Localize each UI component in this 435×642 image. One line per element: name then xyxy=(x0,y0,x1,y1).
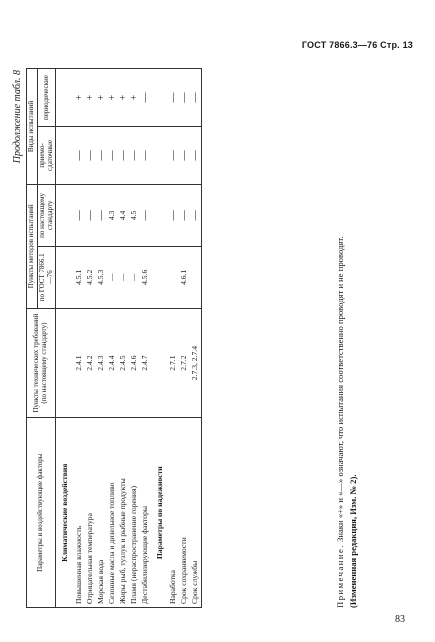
row-gost: — xyxy=(107,246,118,308)
row-periodic: — xyxy=(179,69,190,127)
row-tech: 2.7.2 xyxy=(179,308,190,418)
row-gost: — xyxy=(118,246,129,308)
row-periodic: + xyxy=(129,69,140,127)
table-row xyxy=(107,69,118,608)
section-row xyxy=(151,69,169,608)
section-title-reliability: Параметры по надежности xyxy=(151,418,169,608)
page-number: 83 xyxy=(395,614,405,625)
row-std: 4.3 xyxy=(107,184,118,246)
row-tech: 2.4.7 xyxy=(140,308,151,418)
row-periodic: + xyxy=(118,69,129,127)
row-gost xyxy=(168,246,179,308)
note-text: Знаки «+» и «—» означают, что испытания соответственно проводят и не проводят. xyxy=(335,236,345,542)
table-note xyxy=(334,68,360,608)
row-name: Наработка xyxy=(168,418,179,608)
table-row xyxy=(129,69,140,608)
row-std: — xyxy=(96,184,107,246)
row-std: — xyxy=(140,184,151,246)
row-name: Морская вода xyxy=(96,418,107,608)
table-row xyxy=(74,69,85,608)
section-row xyxy=(56,69,74,608)
row-tech: 2.4.6 xyxy=(129,308,140,418)
row-std: 4.4 xyxy=(118,184,129,246)
row-name: Повышенная влажность xyxy=(74,418,85,608)
row-accept: — xyxy=(118,127,129,185)
col-header-periodic: периодические xyxy=(37,69,56,127)
row-tech: 2.4.4 xyxy=(107,308,118,418)
row-gost: 4.5.6 xyxy=(140,246,151,308)
note-edit: (Измененная редакция, Изм. № 2). xyxy=(347,474,358,608)
table-row xyxy=(118,69,129,608)
row-accept: — xyxy=(168,127,179,185)
table-row xyxy=(190,69,202,608)
row-gost: 4.5.2 xyxy=(85,246,96,308)
section-title-climatic: Климатические воздействия xyxy=(56,418,74,608)
table-row xyxy=(140,69,151,608)
row-gost: 4.5.1 xyxy=(74,246,85,308)
row-periodic: — xyxy=(140,69,151,127)
row-accept: — xyxy=(190,127,202,185)
row-tech: 2.4.1 xyxy=(74,308,85,418)
row-gost xyxy=(190,246,202,308)
row-tech: 2.7.3, 2.7.4 xyxy=(190,308,202,418)
row-name: Срок службы xyxy=(190,418,202,608)
row-std: — xyxy=(85,184,96,246)
row-std: — xyxy=(168,184,179,246)
row-periodic: + xyxy=(107,69,118,127)
row-name: Срок сохраняемости xyxy=(179,418,190,608)
row-name: Дестабилизирующие факторы xyxy=(140,418,151,608)
row-std: — xyxy=(74,184,85,246)
row-periodic: — xyxy=(168,69,179,127)
col-header-tech: Пункты технических требований (по настоящему стандарту) xyxy=(27,308,56,418)
row-accept: — xyxy=(107,127,118,185)
page-header: ГОСТ 7866.3—76 Стр. 13 xyxy=(301,40,413,50)
row-name: Сезонные масла и дизельное топливо xyxy=(107,418,118,608)
row-accept: — xyxy=(96,127,107,185)
row-tech: 2.4.5 xyxy=(118,308,129,418)
row-gost: — xyxy=(129,246,140,308)
col-group-methods: Пункты методов испытаний xyxy=(27,184,38,308)
row-periodic: + xyxy=(85,69,96,127)
note-label: Примечание. xyxy=(335,544,345,608)
table-row xyxy=(179,69,190,608)
row-tech: 2.4.2 xyxy=(85,308,96,418)
row-std: — xyxy=(190,184,202,246)
rotated-table-block xyxy=(12,68,407,608)
row-accept: — xyxy=(129,127,140,185)
row-gost: 4.6.1 xyxy=(179,246,190,308)
col-header-gost: по ГОСТ 7866.1—76 xyxy=(37,246,56,308)
row-std: — xyxy=(179,184,190,246)
table-row xyxy=(168,69,179,608)
row-tech: 2.7.1 xyxy=(168,308,179,418)
row-std: 4.5 xyxy=(129,184,140,246)
col-header-accept: приемо-сдаточные xyxy=(37,127,56,185)
row-name: Жиры рыб, тузлук и рыбные продукты xyxy=(118,418,129,608)
table-row xyxy=(85,69,96,608)
tests-table xyxy=(26,68,202,608)
col-header-params: Параметры и воздействующие факторы xyxy=(27,418,56,608)
row-periodic: + xyxy=(96,69,107,127)
row-accept: — xyxy=(140,127,151,185)
row-periodic: + xyxy=(74,69,85,127)
table-row xyxy=(96,69,107,608)
row-accept: — xyxy=(85,127,96,185)
col-header-this: по настоящему стандарту xyxy=(37,184,56,246)
row-periodic: — xyxy=(190,69,202,127)
col-group-kinds: Виды испытаний xyxy=(27,69,38,185)
row-name: Пламя (нераспространение горения) xyxy=(129,418,140,608)
row-accept: — xyxy=(179,127,190,185)
table-caption: Продолжение табл. 8 xyxy=(12,70,23,164)
row-name: Отрицательная температура xyxy=(85,418,96,608)
row-gost: 4.5.3 xyxy=(96,246,107,308)
row-tech: 2.4.3 xyxy=(96,308,107,418)
row-accept: — xyxy=(74,127,85,185)
